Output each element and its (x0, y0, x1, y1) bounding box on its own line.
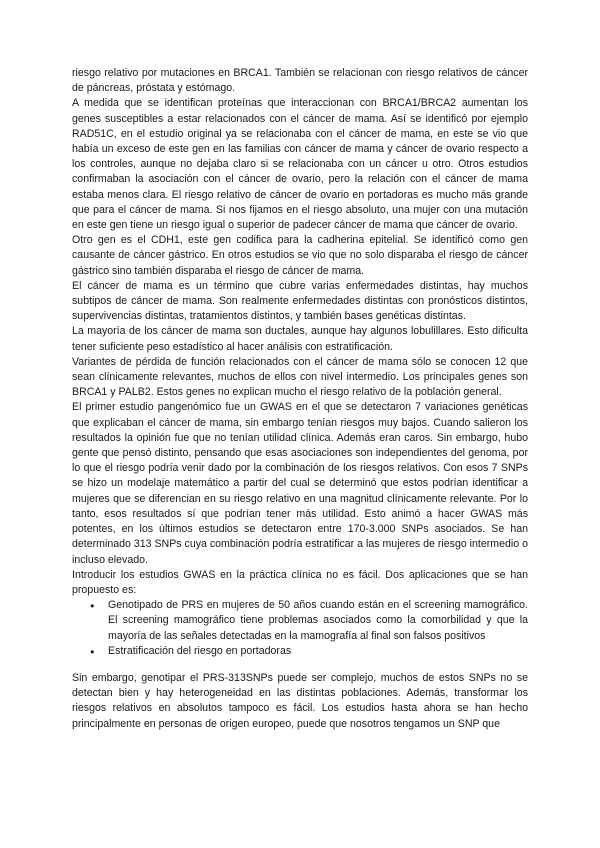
document-body (72, 66, 528, 732)
paragraph: Sin embargo, genotipar el PRS-313SNPs puede ser complejo, muchos de estos SNPs no se detectan bien y hay heterogeneidad en las distintas poblaciones. Además, transformar los riesgos relativos en absolutos tampoco es fácil. Los estudios hasta ahora se han hecho principalmente en personas de origen europeo, puede que nosotros tengamos un SNP que (72, 671, 528, 730)
paragraph: El primer estudio pangenómico fue un GWAS en el que se detectaron 7 variaciones genéticas que explicaban el cáncer de mama, sin embargo tenían riesgos muy bajos. Cuando salieron los resultados la opinión fue que no tenían utilidad clínica. Además eran caros. Sin embargo, hubo gente que pensó distinto, pensando que esas asociaciones son independientes del genoma, por lo que el riesgo podría venir dado por la combinación de los riesgos relativos. Con esos 7 SNPs se hizo un modelaje matemático a partir del cual se determinó que estos podrían identificar a mujeres que se diferencian en su riesgo relativo en una magnitud clínicamente relevante. Por lo tanto, esos resultados sí que podrían tener más utilidad. Esto animó a hacer GWAS más potentes, en los últimos estudios se detectaron entre 170-3.000 SNPs asociados. Se han determinado 313 SNPs cuya combinación podría estratificar a las mujeres de riesgo intermedio o incluso elevado. (72, 401, 528, 566)
bullet-item: ● Genotipado de PRS en mujeres de 50 años cuando están en el screening mamográfico. El screening mamográfico tiene problemas asociados como la comorbilidad y que la mayoría de las señales detectadas en la mamografía al final son falsos positivos (108, 598, 528, 644)
bullet-item: ● Estratificación del riesgo en portadoras (108, 644, 528, 659)
paragraph: Otro gen es el CDH1, este gen codifica para la cadherina epitelial. Se identificó como gen causante de cáncer gástrico. En otros estudios se vio que no solo disparaba el riesgo de cáncer gástrico sino también disparaba el riesgo de cáncer de mama. (72, 234, 528, 277)
paragraph: riesgo relativo por mutaciones en BRCA1. También se relacionan con riesgo relativos de cáncer de páncreas, próstata y estómago. (72, 67, 528, 95)
paragraph: La mayoría de los cáncer de mama son ductales, aunque hay algunos lobulillares. Esto dificulta tener suficiente peso estadístico al hacer análisis con estratificación. (72, 325, 528, 353)
paragraph: Introducir los estudios GWAS en la práctica clínica no es fácil. Dos aplicaciones que se han propuesto es: (72, 568, 528, 596)
paragraph-spacer (72, 659, 528, 671)
paragraph: El cáncer de mama es un término que cubre varias enfermedades distintas, hay muchos subtipos de cáncer de mama. Son realmente enfermedades distintas con pronósticos distintos, supervivencias distintas, tratamientos distintos, y también bases genéticas distintas. (72, 279, 528, 323)
bullet-list (72, 598, 528, 659)
paragraph: Variantes de pérdida de función relacionados con el cáncer de mama sólo se conocen 12 que sean clínicamente relevantes, muchos de ellos con nivel intermedio. Los principales genes son BRCA1 y PALB2. Estos genes no explican mucho el riesgo relativo de la población general. (72, 355, 528, 399)
paragraph: A medida que se identifican proteínas que interaccionan con BRCA1/BRCA2 aumentan los genes susceptibles a estar relacionados con el cáncer de mama. Así se identificó por ejemplo RAD51C, en el estudio original ya se relacionaba con el cáncer de mama, en este se vio que había un exceso de este gen en las familias con cáncer de mama y cáncer de ovario respecto a los controles, aunque no dejaba claro si se relacionaba con un cáncer u otro. Otros estudios confirmaban la asociación con el cáncer de ovario, pero la relación con el cáncer de mama estaba menos clara. El riesgo relativo de cáncer de ovario en portadoras es mucho más grande que para el cáncer de mama. Si nos fijamos en el riesgo absoluto, una mujer con una mutación en este gen tiene un riesgo igual o superior de padecer cáncer de mama que cáncer de ovario. (72, 97, 528, 232)
